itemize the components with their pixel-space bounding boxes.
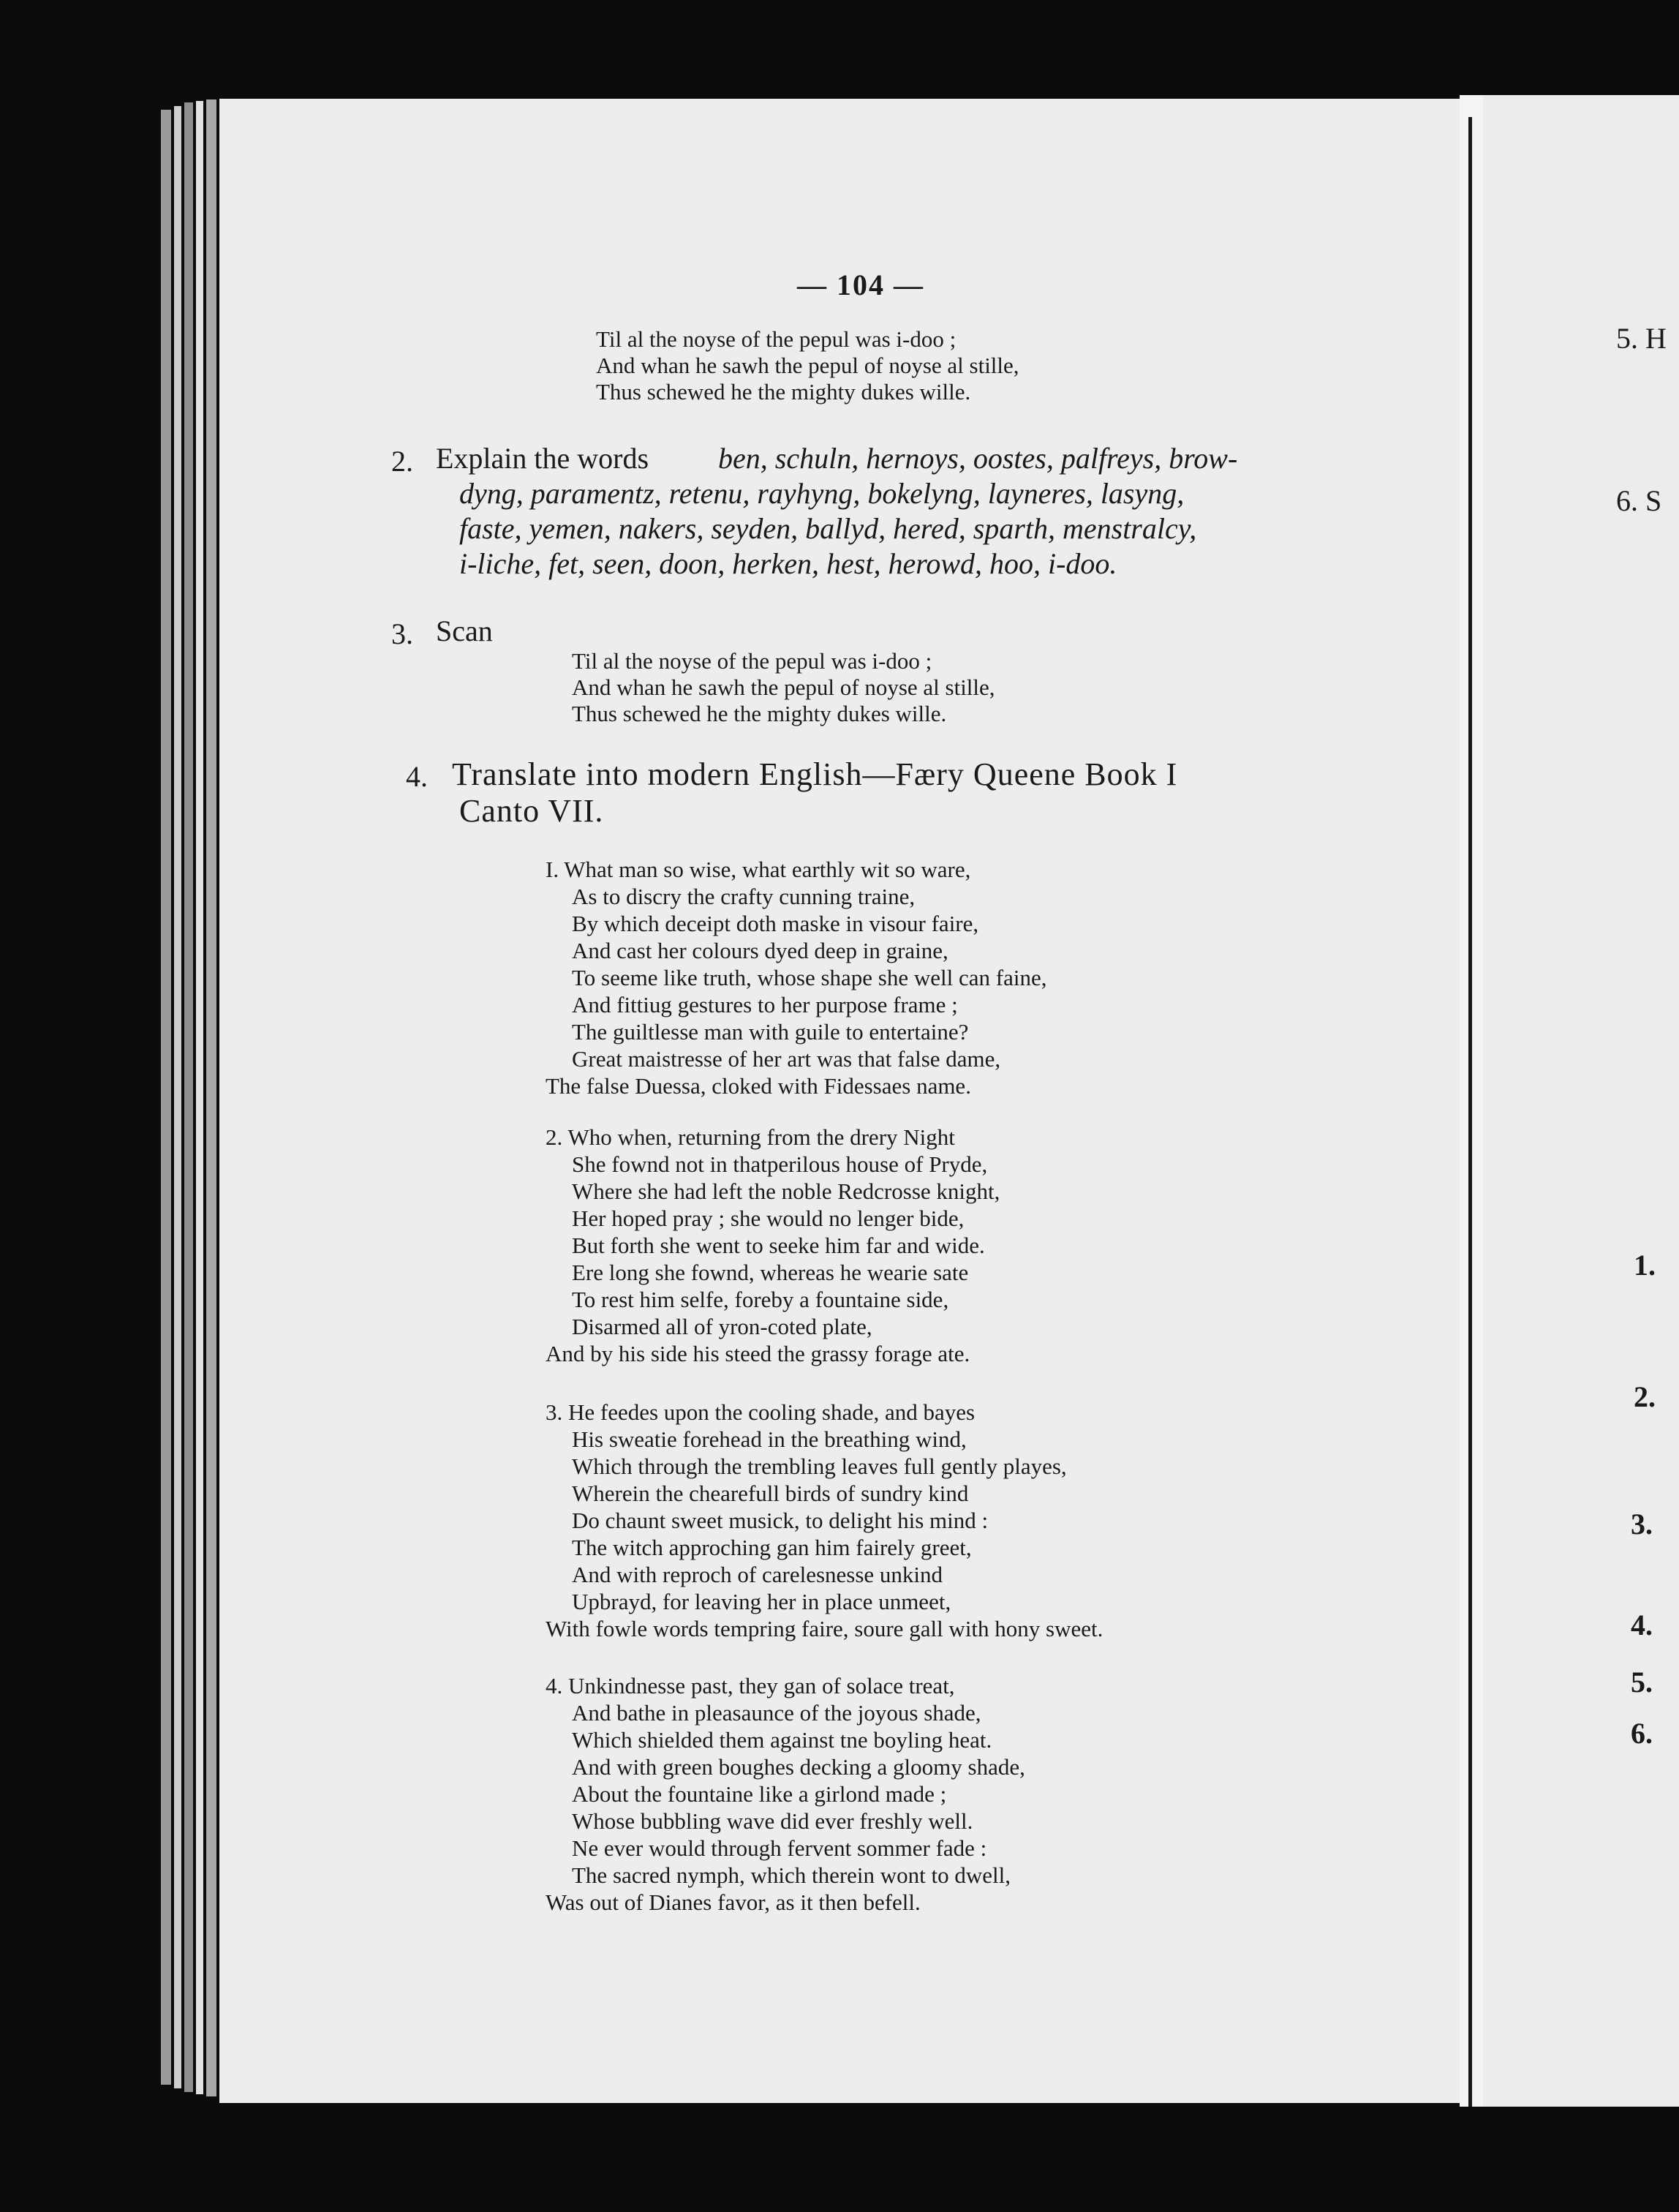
book-edge (206, 99, 216, 2096)
verse-line: The false Duessa, cloked with Fidessaes name. (546, 1073, 971, 1099)
scan-line: And whan he sawh the pepul of noyse al stille, (572, 674, 995, 700)
right-page-fragment: 2. (1634, 1380, 1656, 1413)
word-list: ben, schuln, hernoys, oostes, palfreys, brow- (718, 442, 1238, 475)
top-line: Til al the noyse of the pepul was i-doo ; (596, 326, 957, 352)
right-page (1483, 95, 1679, 2107)
word-list: i-liche, fet, seen, doon, herken, hest, herowd, hoo, i-doo. (459, 547, 1117, 580)
scan-line: Thus schewed he the mighty dukes wille. (572, 701, 947, 726)
verse-line: His sweatie forehead in the breathing wind, (572, 1426, 967, 1452)
verse-line: She fownd not in thatperilous house of Pryde, (572, 1151, 988, 1177)
stanza (546, 1124, 1000, 1367)
verse-line: And by his side his steed the grassy forage ate. (546, 1341, 970, 1366)
question-label: Scan (436, 614, 493, 647)
verse-line: But forth she went to seeke him far and wide. (572, 1233, 985, 1258)
verse-line: As to discry the crafty cunning traine, (572, 884, 916, 909)
question-number: 4. (406, 760, 428, 793)
verse-line: Disarmed all of yron-coted plate, (572, 1314, 872, 1339)
question-heading: Canto VII. (459, 793, 604, 829)
book-edge (184, 102, 193, 2092)
top-line: And whan he sawh the pepul of noyse al stille, (596, 353, 1019, 378)
right-page-fragment: 4. (1631, 1609, 1653, 1641)
right-page-fragment: 5. H (1616, 322, 1667, 355)
verse-line: Wherein the chearefull birds of sundry kind (572, 1481, 969, 1506)
stanza (546, 856, 1046, 1099)
right-page-fragment: 6. S (1616, 484, 1662, 517)
verse-line: About the fountaine like a girlond made ; (572, 1781, 947, 1807)
verse-line: Upbrayd, for leaving her in place unmeet, (572, 1589, 951, 1614)
right-page-fragment: 3. (1631, 1508, 1653, 1540)
verse-line: Do chaunt sweet musick, to delight his mind : (572, 1508, 989, 1533)
word-list: dyng, paramentz, retenu, rayhyng, bokelyng, layneres, lasyng, (459, 477, 1185, 510)
book-edge (161, 110, 171, 2085)
right-page-fragment: 6. (1631, 1717, 1653, 1750)
verse-line: And with reproch of carelesnesse unkind (572, 1562, 943, 1587)
scan-line: Til al the noyse of the pepul was i-doo ; (572, 648, 932, 674)
verse-line: And with green boughes decking a gloomy shade, (572, 1754, 1025, 1780)
question-number: 3. (391, 617, 413, 650)
verse-line: Her hoped pray ; she would no lenger bide, (572, 1205, 965, 1231)
verse-line: To seeme like truth, whose shape she well can faine, (572, 965, 1047, 990)
question-heading: Translate into modern English—Færy Queene Book I (452, 756, 1178, 792)
verse-line: The witch approching gan him fairely greet, (572, 1535, 972, 1560)
verse-line: To rest him selfe, foreby a fountaine side, (572, 1287, 949, 1312)
top-line: Thus schewed he the mighty dukes wille. (596, 379, 971, 405)
stanza (546, 1399, 1103, 1642)
verse-line: And fittiug gestures to her purpose frame ; (572, 992, 958, 1017)
verse-line: Ere long she fownd, whereas he wearie sate (572, 1260, 969, 1285)
right-page-fragment: 1. (1634, 1249, 1656, 1282)
book-edge (174, 106, 181, 2088)
book-edge (196, 101, 203, 2094)
verse-line: The guiltlesse man with guile to entertaine? (572, 1019, 969, 1045)
verse-line: Which shielded them against tne boyling heat. (572, 1727, 992, 1753)
page-number: — 104 — (797, 268, 924, 301)
verse-line: Was out of Dianes favor, as it then befell. (546, 1889, 921, 1915)
verse-line: And cast her colours dyed deep in graine, (572, 938, 948, 963)
verse-line: The sacred nymph, which therein wont to dwell, (572, 1862, 1011, 1888)
verse-line: Where she had left the noble Redcrosse knight, (572, 1178, 1000, 1204)
question-intro: Explain the words (436, 442, 649, 475)
gutter-line (1468, 117, 1472, 2107)
stanza (546, 1672, 1025, 1916)
question-number: 2. (391, 445, 413, 478)
word-list: faste, yemen, nakers, seyden, ballyd, hered, sparth, menstralcy, (459, 512, 1197, 545)
verse-line: With fowle words tempring faire, soure gall with hony sweet. (546, 1616, 1103, 1641)
verse-line: 3. He feedes upon the cooling shade, and bayes (546, 1399, 976, 1425)
verse-line: And bathe in pleasaunce of the joyous shade, (572, 1700, 981, 1726)
verse-line: I. What man so wise, what earthly wit so ware, (546, 857, 971, 882)
verse-line: By which deceipt doth maske in visour faire, (572, 911, 979, 936)
verse-line: 4. Unkindnesse past, they gan of solace treat, (546, 1673, 955, 1698)
right-page-fragment: 5. (1631, 1666, 1653, 1698)
verse-line: Ne ever would through fervent sommer fade : (572, 1835, 987, 1861)
verse-line: 2. Who when, returning from the drery Night (546, 1124, 955, 1150)
verse-line: Great maistresse of her art was that false dame, (572, 1046, 1001, 1072)
verse-line: Whose bubbling wave did ever freshly well. (572, 1808, 973, 1834)
verse-line: Which through the trembling leaves full gently playes, (572, 1453, 1067, 1479)
